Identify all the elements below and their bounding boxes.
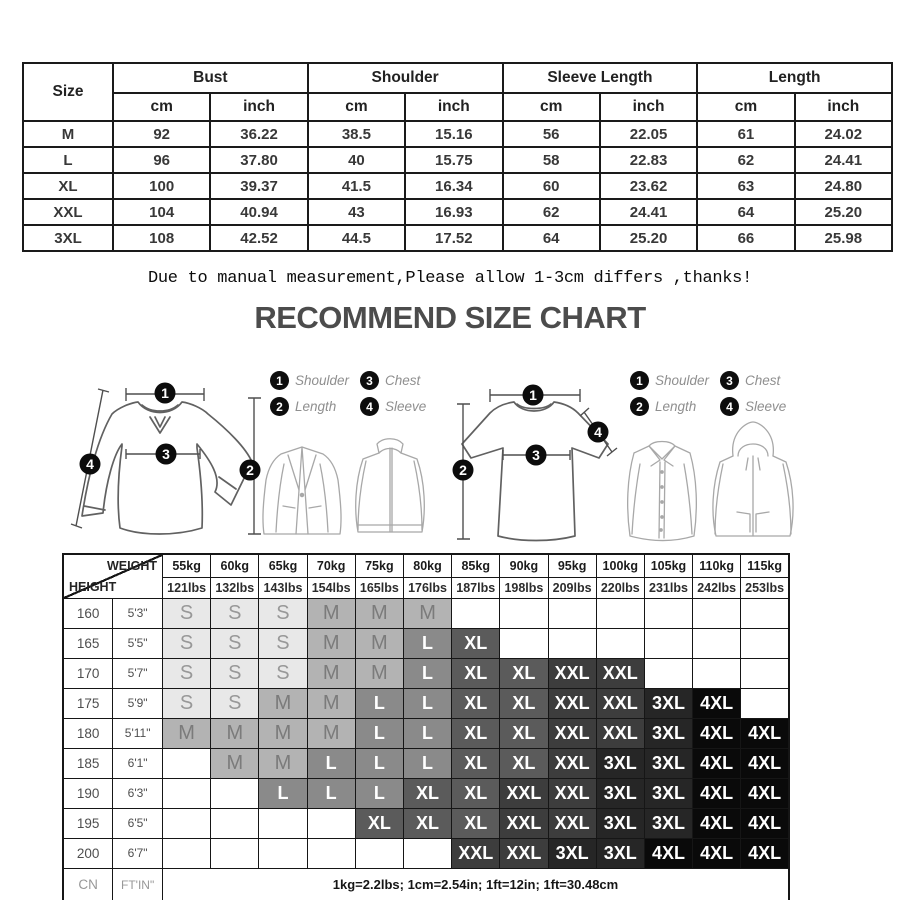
- height-ftin: 5'7": [113, 658, 163, 688]
- svg-text:3: 3: [532, 447, 540, 463]
- recommended-size-cell: XL: [500, 748, 548, 778]
- measure-value: 37.80: [210, 147, 307, 173]
- weight-lbs-header: 132lbs: [211, 577, 259, 598]
- badge-1-icon: 1: [630, 371, 649, 390]
- size-row: [23, 121, 892, 147]
- height-ftin: 5'9": [113, 688, 163, 718]
- recommended-size-cell: 3XL: [644, 808, 692, 838]
- size-name: XL: [23, 173, 113, 199]
- height-row: [63, 808, 789, 838]
- measure-value: 58: [503, 147, 600, 173]
- weight-lbs-header: 143lbs: [259, 577, 307, 598]
- measure-value: 15.16: [405, 121, 502, 147]
- measure-value: 43: [308, 199, 405, 225]
- unit-header: inch: [795, 93, 892, 121]
- height-cm: 190: [63, 778, 113, 808]
- measure-value: 61: [697, 121, 794, 147]
- height-cm: 200: [63, 838, 113, 868]
- height-row: [63, 658, 789, 688]
- recommended-size-cell: [211, 808, 259, 838]
- recommended-size-cell: XL: [452, 718, 500, 748]
- svg-text:2: 2: [246, 462, 254, 478]
- recommended-size-cell: 4XL: [741, 718, 789, 748]
- recommended-size-cell: S: [163, 688, 211, 718]
- unit-cn-label: CN: [63, 868, 113, 900]
- measure-value: 24.41: [795, 147, 892, 173]
- group-header: Sleeve Length: [503, 63, 698, 93]
- recommended-size-cell: XL: [500, 688, 548, 718]
- hoodie-illustration: [713, 422, 793, 536]
- measure-value: 38.5: [308, 121, 405, 147]
- badge-2-icon: 2: [270, 397, 289, 416]
- recommended-size-cell: [741, 658, 789, 688]
- unit-header: cm: [503, 93, 600, 121]
- recommended-size-cell: XL: [403, 778, 451, 808]
- recommended-size-cell: 3XL: [596, 808, 644, 838]
- recommended-size-cell: S: [211, 688, 259, 718]
- recommended-size-cell: 3XL: [644, 718, 692, 748]
- recommended-size-cell: M: [307, 688, 355, 718]
- recommended-size-cell: 4XL: [693, 718, 741, 748]
- recommended-size-cell: 4XL: [741, 748, 789, 778]
- recommended-size-cell: XXL: [548, 778, 596, 808]
- recommended-size-cell: M: [307, 658, 355, 688]
- recommended-size-cell: L: [403, 688, 451, 718]
- recommended-size-cell: XL: [452, 628, 500, 658]
- recommended-size-cell: M: [355, 658, 403, 688]
- shirt-illustration: [628, 442, 697, 541]
- measure-value: 100: [113, 173, 210, 199]
- weight-kg-header: 80kg: [403, 554, 451, 577]
- recommended-size-cell: XL: [500, 718, 548, 748]
- recommended-size-cell: [307, 808, 355, 838]
- legend-item-sleeve: [360, 397, 426, 416]
- size-name: M: [23, 121, 113, 147]
- size-name: XXL: [23, 199, 113, 225]
- recommended-size-cell: XXL: [548, 658, 596, 688]
- recommended-size-cell: XL: [452, 778, 500, 808]
- jacket-illustration: [356, 439, 425, 532]
- recommended-size-cell: [403, 838, 451, 868]
- legend-item-sleeve: [720, 397, 786, 416]
- recommended-size-cell: [500, 628, 548, 658]
- recommended-size-cell: S: [259, 598, 307, 628]
- measure-value: 66: [697, 225, 794, 251]
- unit-header: inch: [600, 93, 697, 121]
- recommended-size-cell: XXL: [596, 658, 644, 688]
- unit-header: cm: [113, 93, 210, 121]
- recommended-size-cell: 4XL: [693, 838, 741, 868]
- weight-lbs-header: 176lbs: [403, 577, 451, 598]
- size-row: [23, 199, 892, 225]
- recommended-size-cell: XL: [452, 658, 500, 688]
- weight-kg-header: 65kg: [259, 554, 307, 577]
- weight-lbs-header: 121lbs: [163, 577, 211, 598]
- measurement-disclaimer: Due to manual measurement,Please allow 1-3cm differs ,thanks!: [147, 269, 752, 288]
- weight-lbs-header: 198lbs: [500, 577, 548, 598]
- recommended-size-cell: [163, 748, 211, 778]
- recommended-size-cell: [644, 658, 692, 688]
- measure-value: 64: [503, 225, 600, 251]
- recommended-size-cell: 3XL: [596, 748, 644, 778]
- recommended-size-cell: 4XL: [693, 748, 741, 778]
- recommend-size-table: [62, 553, 790, 900]
- group-header: Shoulder: [308, 63, 503, 93]
- recommended-size-cell: [741, 628, 789, 658]
- size-row: [23, 147, 892, 173]
- measure-value: 24.02: [795, 121, 892, 147]
- recommended-size-cell: [452, 598, 500, 628]
- recommended-size-cell: M: [403, 598, 451, 628]
- recommended-size-cell: XL: [452, 808, 500, 838]
- measure-value: 41.5: [308, 173, 405, 199]
- height-row: [63, 628, 789, 658]
- size-name: L: [23, 147, 113, 173]
- measure-value: 104: [113, 199, 210, 225]
- measure-value: 92: [113, 121, 210, 147]
- recommended-size-cell: [741, 688, 789, 718]
- badge-3-icon: 3: [360, 371, 379, 390]
- recommended-size-cell: S: [163, 628, 211, 658]
- unit-ftin-label: FT'IN": [113, 868, 163, 900]
- recommended-size-cell: [548, 598, 596, 628]
- recommended-size-cell: M: [211, 718, 259, 748]
- measure-value: 23.62: [600, 173, 697, 199]
- measure-value: 24.41: [600, 199, 697, 225]
- recommended-size-cell: S: [211, 628, 259, 658]
- weight-height-corner: [63, 554, 163, 598]
- weight-kg-header: 60kg: [211, 554, 259, 577]
- recommended-size-cell: [548, 628, 596, 658]
- recommended-size-cell: 4XL: [741, 808, 789, 838]
- legend-label: Sleeve: [385, 399, 427, 414]
- measure-legend-left: [270, 371, 426, 416]
- recommended-size-cell: XXL: [500, 838, 548, 868]
- height-cm: 165: [63, 628, 113, 658]
- height-ftin: 5'3": [113, 598, 163, 628]
- weight-lbs-header: 187lbs: [452, 577, 500, 598]
- recommended-size-cell: [163, 778, 211, 808]
- sweatshirt-illustration: [82, 402, 252, 534]
- size-row: [23, 225, 892, 251]
- recommended-size-cell: XXL: [548, 718, 596, 748]
- legend-item-chest: [360, 371, 426, 390]
- weight-kg-header: 55kg: [163, 554, 211, 577]
- height-row: [63, 838, 789, 868]
- recommended-size-cell: M: [307, 598, 355, 628]
- recommended-size-cell: XXL: [548, 688, 596, 718]
- height-cm: 170: [63, 658, 113, 688]
- recommended-size-cell: [693, 658, 741, 688]
- recommended-size-cell: [500, 598, 548, 628]
- recommended-size-cell: 4XL: [741, 778, 789, 808]
- recommended-size-cell: [211, 778, 259, 808]
- sweatshirt-measure-badges: [80, 383, 261, 481]
- recommended-size-cell: XL: [355, 808, 403, 838]
- recommend-table-wrap: [62, 553, 796, 900]
- weight-lbs-header: 242lbs: [693, 577, 741, 598]
- weight-kg-header: 115kg: [741, 554, 789, 577]
- height-row: [63, 748, 789, 778]
- recommended-size-cell: L: [307, 748, 355, 778]
- recommended-size-cell: M: [307, 628, 355, 658]
- weight-lbs-header: 165lbs: [355, 577, 403, 598]
- svg-text:2: 2: [459, 462, 467, 478]
- height-row: [63, 688, 789, 718]
- recommended-size-cell: 3XL: [548, 838, 596, 868]
- measure-value: 40: [308, 147, 405, 173]
- measure-value: 63: [697, 173, 794, 199]
- recommended-size-cell: XXL: [500, 808, 548, 838]
- measurement-table-body: [23, 121, 892, 251]
- measure-value: 56: [503, 121, 600, 147]
- measure-value: 25.98: [795, 225, 892, 251]
- conversion-note: 1kg=2.2lbs; 1cm=2.54in; 1ft=12in; 1ft=30.48cm: [163, 868, 790, 900]
- measure-value: 42.52: [210, 225, 307, 251]
- recommended-size-cell: M: [211, 748, 259, 778]
- unit-header: cm: [308, 93, 405, 121]
- legend-item-chest: [720, 371, 786, 390]
- measure-legend-right: [630, 371, 786, 416]
- height-cm: 160: [63, 598, 113, 628]
- recommended-size-cell: [741, 598, 789, 628]
- recommended-size-cell: M: [355, 598, 403, 628]
- recommended-size-cell: XL: [500, 658, 548, 688]
- measure-value: 22.05: [600, 121, 697, 147]
- tshirt-illustration: [462, 402, 608, 541]
- badge-1-icon: 1: [270, 371, 289, 390]
- recommended-size-cell: M: [307, 718, 355, 748]
- height-cm: 195: [63, 808, 113, 838]
- recommended-size-cell: L: [403, 658, 451, 688]
- recommended-size-cell: XXL: [596, 718, 644, 748]
- height-row: [63, 718, 789, 748]
- recommended-size-cell: [644, 598, 692, 628]
- height-ftin: 6'5": [113, 808, 163, 838]
- badge-2-icon: 2: [630, 397, 649, 416]
- recommended-size-cell: S: [259, 628, 307, 658]
- recommended-size-cell: 4XL: [693, 688, 741, 718]
- recommended-size-cell: [163, 808, 211, 838]
- unit-header: inch: [210, 93, 307, 121]
- measure-value: 64: [697, 199, 794, 225]
- svg-text:3: 3: [162, 446, 170, 462]
- recommended-size-cell: L: [355, 778, 403, 808]
- weight-kg-header: 85kg: [452, 554, 500, 577]
- recommended-size-cell: XXL: [548, 748, 596, 778]
- measure-value: 36.22: [210, 121, 307, 147]
- recommended-size-cell: XL: [452, 748, 500, 778]
- recommended-size-cell: L: [355, 718, 403, 748]
- recommended-size-cell: [644, 628, 692, 658]
- unit-header: cm: [697, 93, 794, 121]
- weight-kg-header: 105kg: [644, 554, 692, 577]
- legend-label: Sleeve: [745, 399, 787, 414]
- recommended-size-cell: 4XL: [644, 838, 692, 868]
- measurement-table: [22, 62, 893, 252]
- recommended-size-cell: L: [307, 778, 355, 808]
- tshirt-measure-badges: [453, 385, 609, 481]
- height-row: [63, 778, 789, 808]
- recommended-size-cell: L: [403, 748, 451, 778]
- legend-item-shoulder: [270, 371, 358, 390]
- recommended-size-cell: XL: [403, 808, 451, 838]
- recommended-size-cell: 3XL: [644, 748, 692, 778]
- legend-item-shoulder: [630, 371, 718, 390]
- recommended-size-cell: [596, 628, 644, 658]
- recommend-chart-title: RECOMMEND SIZE CHART: [254, 300, 646, 335]
- weight-lbs-header: 209lbs: [548, 577, 596, 598]
- recommended-size-cell: M: [355, 628, 403, 658]
- recommended-size-cell: XXL: [452, 838, 500, 868]
- weight-label: WEIGHT: [107, 559, 157, 573]
- recommended-size-cell: L: [259, 778, 307, 808]
- badge-4-icon: 4: [720, 397, 739, 416]
- recommended-size-cell: M: [259, 718, 307, 748]
- recommended-size-cell: S: [259, 658, 307, 688]
- height-ftin: 5'11": [113, 718, 163, 748]
- measurement-table-head: [23, 63, 892, 121]
- svg-text:1: 1: [529, 387, 537, 403]
- size-column-header: Size: [23, 63, 113, 121]
- recommended-size-cell: S: [163, 598, 211, 628]
- recommended-size-cell: XL: [452, 688, 500, 718]
- recommended-size-cell: S: [211, 598, 259, 628]
- recommended-size-cell: 3XL: [644, 778, 692, 808]
- measure-value: 60: [503, 173, 600, 199]
- recommended-size-cell: 3XL: [644, 688, 692, 718]
- size-name: 3XL: [23, 225, 113, 251]
- svg-text:1: 1: [161, 385, 169, 401]
- badge-3-icon: 3: [720, 371, 739, 390]
- recommended-size-cell: 4XL: [693, 808, 741, 838]
- recommended-size-cell: M: [259, 748, 307, 778]
- legend-label: Length: [655, 399, 697, 414]
- badge-4-icon: 4: [360, 397, 379, 416]
- weight-lbs-header: 154lbs: [307, 577, 355, 598]
- measure-value: 15.75: [405, 147, 502, 173]
- recommended-size-cell: L: [355, 748, 403, 778]
- unit-header: inch: [405, 93, 502, 121]
- measure-value: 24.80: [795, 173, 892, 199]
- measure-value: 39.37: [210, 173, 307, 199]
- units-footer-row: [63, 868, 789, 900]
- size-row: [23, 173, 892, 199]
- recommended-size-cell: L: [403, 628, 451, 658]
- legend-item-length: [630, 397, 718, 416]
- measure-value: 16.93: [405, 199, 502, 225]
- recommended-size-cell: 3XL: [596, 778, 644, 808]
- measure-value: 25.20: [795, 199, 892, 225]
- blazer-illustration: [263, 447, 341, 534]
- legend-item-length: [270, 397, 358, 416]
- measure-value: 96: [113, 147, 210, 173]
- measure-value: 62: [697, 147, 794, 173]
- recommended-size-cell: [596, 598, 644, 628]
- recommended-size-cell: XXL: [500, 778, 548, 808]
- recommended-size-cell: 4XL: [693, 778, 741, 808]
- recommended-size-cell: L: [355, 688, 403, 718]
- height-cm: 185: [63, 748, 113, 778]
- recommended-size-cell: [693, 628, 741, 658]
- recommended-size-cell: XXL: [596, 688, 644, 718]
- weight-lbs-header: 231lbs: [644, 577, 692, 598]
- legend-label: Chest: [745, 373, 781, 388]
- measure-value: 62: [503, 199, 600, 225]
- height-ftin: 5'5": [113, 628, 163, 658]
- recommended-size-cell: [211, 838, 259, 868]
- weight-kg-header: 70kg: [307, 554, 355, 577]
- measure-value: 108: [113, 225, 210, 251]
- measure-value: 22.83: [600, 147, 697, 173]
- measure-value: 44.5: [308, 225, 405, 251]
- recommended-size-cell: M: [163, 718, 211, 748]
- group-header: Length: [697, 63, 892, 93]
- legend-label: Chest: [385, 373, 421, 388]
- weight-kg-header: 110kg: [693, 554, 741, 577]
- recommended-size-cell: [259, 838, 307, 868]
- height-row: [63, 598, 789, 628]
- height-cm: 175: [63, 688, 113, 718]
- recommended-size-cell: S: [163, 658, 211, 688]
- svg-text:4: 4: [86, 456, 94, 472]
- recommended-size-cell: [163, 838, 211, 868]
- weight-kg-header: 100kg: [596, 554, 644, 577]
- recommended-size-cell: M: [259, 688, 307, 718]
- svg-text:4: 4: [594, 424, 602, 440]
- weight-kg-header: 75kg: [355, 554, 403, 577]
- recommended-size-cell: S: [211, 658, 259, 688]
- legend-label: Shoulder: [655, 373, 710, 388]
- recommended-size-cell: 4XL: [741, 838, 789, 868]
- weight-lbs-header: 220lbs: [596, 577, 644, 598]
- measure-value: 25.20: [600, 225, 697, 251]
- legend-label: Length: [295, 399, 337, 414]
- height-ftin: 6'3": [113, 778, 163, 808]
- weight-kg-header: 95kg: [548, 554, 596, 577]
- recommended-size-cell: [259, 808, 307, 838]
- recommended-size-cell: 3XL: [596, 838, 644, 868]
- weight-lbs-header: 253lbs: [741, 577, 789, 598]
- measure-value: 16.34: [405, 173, 502, 199]
- height-cm: 180: [63, 718, 113, 748]
- measure-value: 40.94: [210, 199, 307, 225]
- height-ftin: 6'7": [113, 838, 163, 868]
- recommended-size-cell: [355, 838, 403, 868]
- legend-label: Shoulder: [295, 373, 350, 388]
- group-header: Bust: [113, 63, 308, 93]
- recommended-size-cell: [307, 838, 355, 868]
- height-ftin: 6'1": [113, 748, 163, 778]
- weight-kg-header: 90kg: [500, 554, 548, 577]
- recommended-size-cell: [693, 598, 741, 628]
- recommend-size-table-body: [63, 554, 789, 900]
- recommended-size-cell: XXL: [548, 808, 596, 838]
- measure-value: 17.52: [405, 225, 502, 251]
- height-label: HEIGHT: [69, 579, 117, 594]
- recommended-size-cell: L: [403, 718, 451, 748]
